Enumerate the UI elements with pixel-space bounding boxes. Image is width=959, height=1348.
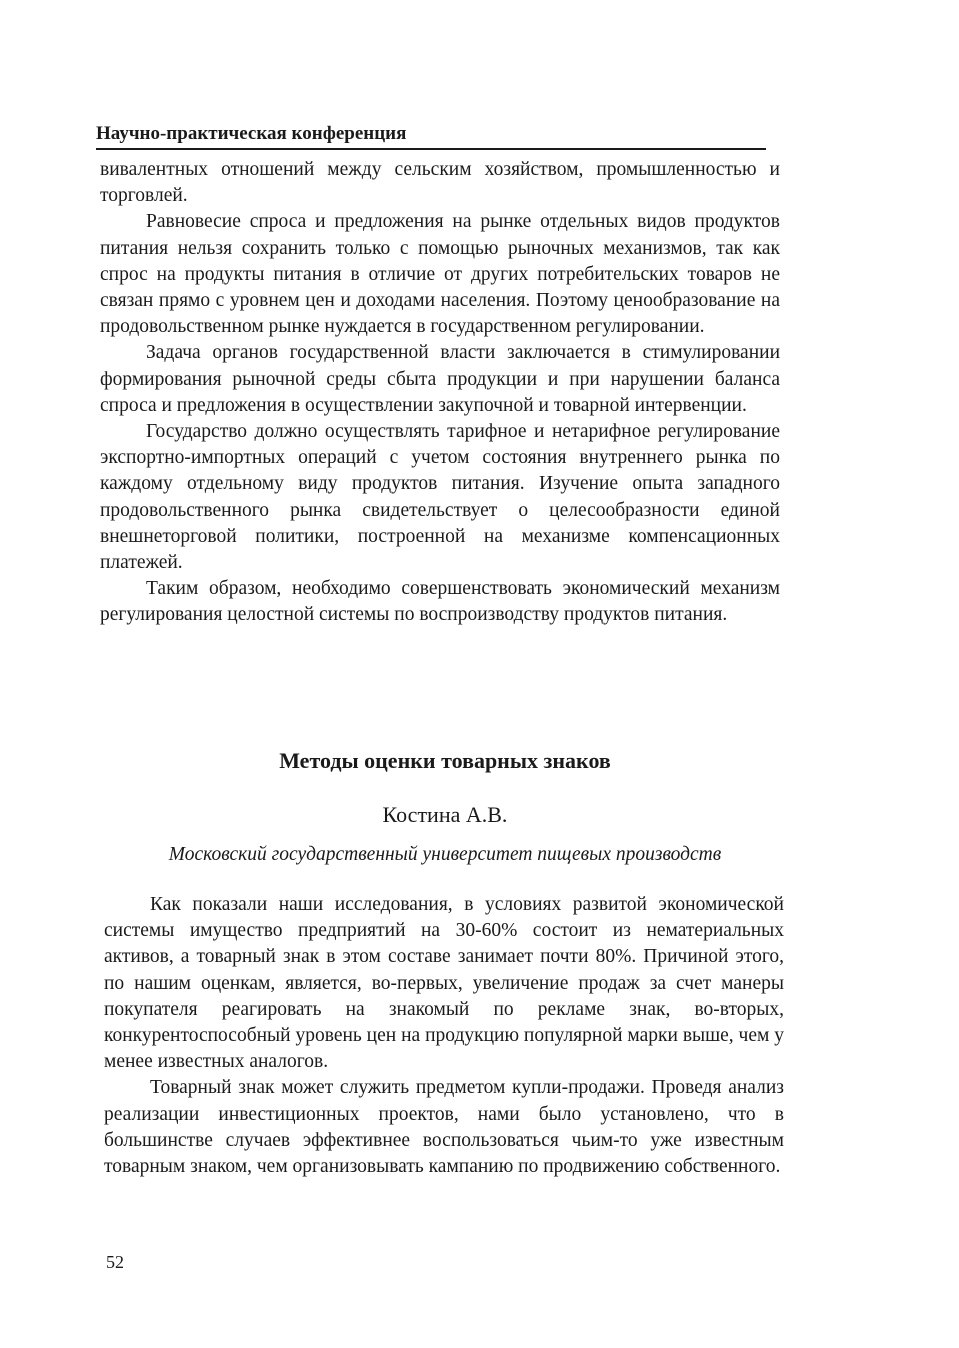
header-rule [96, 148, 766, 150]
page-number: 52 [106, 1252, 124, 1272]
top-section [100, 157, 780, 629]
paragraph: Государство должно осуществлять тарифное и нетарифное регулирование экспортно-импортных операций с учетом состояния внутреннего рынка по каждому отдельному виду продуктов питания. Изучение опыта западного продовольственного рынка свидетельствует о целесообразности единой внешнеторговой политики, построенной на механизме компенсационных платежей. [100, 421, 780, 574]
paragraph: вивалентных отношений между сельским хозяйством, промышленностью и торговлей. [100, 159, 780, 207]
paragraph: Как показали наши исследования, в условиях развитой экономической системы имущество предприятий на 30-60% состоит из нематериальных активов, а товарный знак в этом составе занимает почти 80%. Причиной этого, по нашим оценкам, является, во-первых, увеличение продаж за счет манеры покупателя реагировать на знакомый по рекламе знак, во-вторых, конкурентоспособный уровень цен на продукцию популярной марки выше, чем у менее известных аналогов. [104, 894, 784, 1073]
paragraph: Равновесие спроса и предложения на рынке отдельных видов продуктов питания нельзя сохранить только с помощью рыночных механизмов, так как спрос на продукты питания в отличие от других потребительских товаров не связан прямо с уровнем цен и доходами населения. Поэтому ценообразование на продовольственном рынке нуждается в государственном регулировании. [100, 211, 780, 338]
author-affiliation: Московский государственный университет пищевых производств [168, 844, 722, 865]
article-author: Костина А.В. [382, 802, 508, 827]
article-body [104, 892, 784, 1180]
running-header: Научно-практическая конференция [96, 123, 407, 144]
paragraph: Таким образом, необходимо совершенствовать экономический механизм регулирования целостной системы по воспроизводству продуктов питания. [100, 578, 780, 626]
paragraph: Задача органов государственной власти заключается в стимулировании формирования рыночной среды сбыта продукции и при нарушении баланса спроса и предложения в осуществлении закупочной и товарной интервенции. [100, 342, 780, 416]
paragraph: Товарный знак может служить предметом купли-продажи. Проведя анализ реализации инвестиционных проектов, нами было установлено, что в большинстве случаев эффективнее воспользоваться чьим-то уже известным товарным знаком, чем организовывать кампанию по продвижению собственного. [104, 1077, 784, 1178]
article-title: Методы оценки товарных знаков [279, 748, 611, 773]
